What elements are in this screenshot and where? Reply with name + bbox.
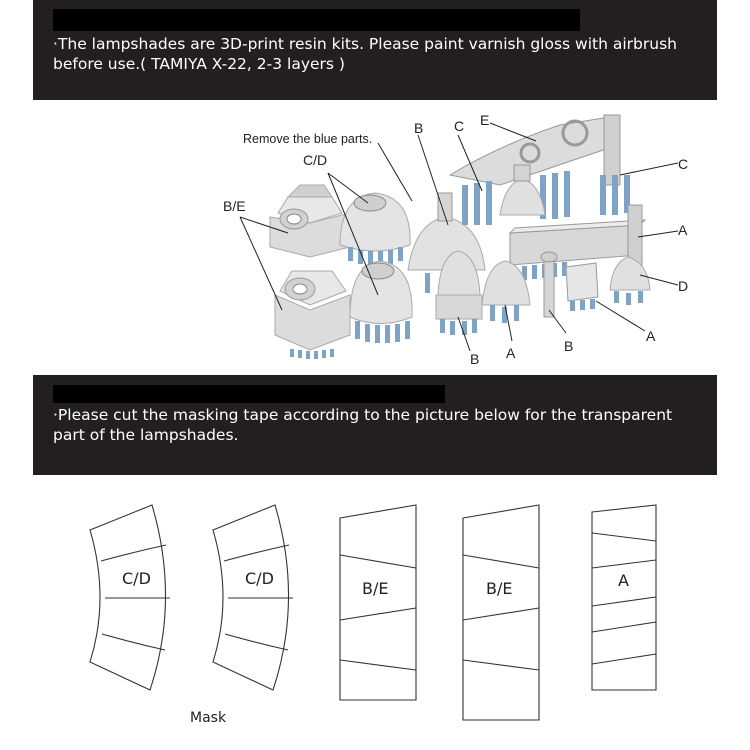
label-be: B/E <box>223 198 246 214</box>
lampshade-parts-illustration <box>200 105 710 370</box>
mask-label-cd-1: C/D <box>122 569 151 588</box>
mask-label-be-1: B/E <box>362 579 389 598</box>
box-a <box>566 263 598 311</box>
instruction-banner-mid <box>33 375 717 475</box>
mask-label-be-2: B/E <box>486 579 513 598</box>
label-b-bottom-left: B <box>470 351 480 367</box>
be-shade-lower <box>275 271 350 359</box>
mask-label-a: A <box>618 571 629 590</box>
label-b-top: B <box>414 120 424 136</box>
banner-title-bar <box>53 9 580 31</box>
mask-label-cd-2: C/D <box>245 569 274 588</box>
cd-shade-lower <box>350 261 412 343</box>
mask-a <box>592 505 656 690</box>
banner-mid-text: ·Please cut the masking tape according to the picture below for the transparent part of the lampshades. <box>53 406 673 444</box>
mask-cd-2 <box>213 505 293 690</box>
label-e-top: E <box>480 112 490 128</box>
label-a-bottom-right: A <box>646 328 656 344</box>
label-c-right: C <box>678 156 689 172</box>
note-remove-blue: Remove the blue parts. <box>243 132 373 146</box>
instruction-banner-top <box>33 0 717 100</box>
mask-templates <box>0 480 750 750</box>
be-shade-upper <box>270 185 350 257</box>
label-a-right: A <box>678 222 688 238</box>
label-cd: C/D <box>303 152 328 168</box>
mask-cd-1 <box>90 505 170 690</box>
banner-top-text: ·The lampshades are 3D-print resin kits. Please paint varnish gloss with airbrush before use.( TAMIYA X-22, 2-3 layers ) <box>53 35 677 73</box>
mask-be-2 <box>463 505 539 720</box>
label-c-top: C <box>454 118 465 134</box>
banner-title-bar <box>53 385 445 403</box>
label-d-right: D <box>678 278 689 294</box>
mask-be-1 <box>340 505 416 700</box>
label-b-bottom-mid: B <box>564 338 574 354</box>
mask-caption: Mask <box>190 710 227 726</box>
label-a-bottom-mid: A <box>506 345 516 361</box>
lamp-d <box>610 257 650 305</box>
